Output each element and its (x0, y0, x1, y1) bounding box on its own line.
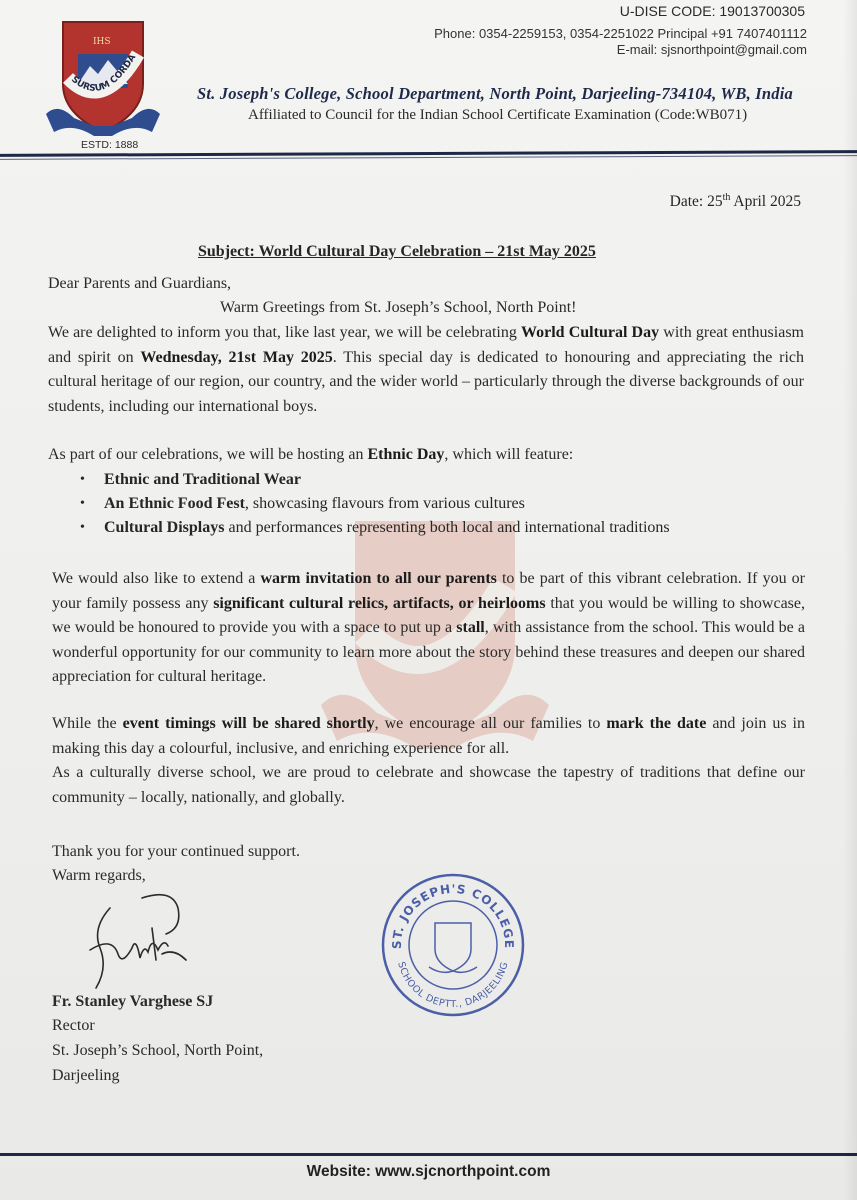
greeting: Warm Greetings from St. Joseph’s School, North Point! (220, 299, 577, 316)
logo-shield-text: IHS (93, 37, 111, 47)
thanks-line: Thank you for your continued support. (52, 843, 300, 860)
school-name: St. Joseph's College, School Department, North Point, Darjeeling-734104, WB, India (197, 84, 793, 103)
udise-code: U-DISE CODE: 19013700305 (619, 3, 805, 19)
signatory-city: Darjeeling (52, 1067, 120, 1084)
website-footer: Website: www.sjcnorthpoint.com (306, 1163, 551, 1180)
paragraph-event-timings: While the event timings will be shared shortly, we encourage all our families to mark the date and join us in making this day a colourful, inclusive, and enriching experience for all. (52, 715, 806, 757)
paragraph-ethnic-day: As part of our celebrations, we will be hosting an Ethnic Day, which will feature: (48, 446, 574, 463)
paragraph-invitation: We would also like to extend a warm invitation to all our parents to be part of this vibrant celebration. If you or your family possess any significant cultural relics, artifacts, or heirlooms that you would be willing to showcase, we would be honoured to provide you with a space to put up a stall, with assistance from the school. This would be a wonderful opportunity for our community to learn more about the story behind these treasures and deepen our shared appreciation for cultural heritage. (52, 570, 806, 685)
list-item: • Cultural Displays and performances representing both local and international traditions (80, 516, 670, 540)
logo-banner-text: SURSUM CORDA (69, 52, 139, 94)
list-item: • An Ethnic Food Fest, showcasing flavours from various cultures (80, 492, 670, 516)
footer-rule (0, 1153, 857, 1156)
handwritten-signature (82, 888, 202, 998)
feature-list (80, 468, 670, 540)
regards-line: Warm regards, (52, 867, 146, 884)
signatory-name: Fr. Stanley Varghese SJ (52, 993, 214, 1010)
affiliation-line: Affiliated to Council for the Indian School Certificate Examination (Code:WB071) (248, 107, 748, 123)
page-edge-shadow (843, 0, 857, 1200)
seal-bottom-text: SCHOOL DEPTT., DARJEELING (395, 960, 511, 1011)
list-item: • Ethnic and Traditional Wear (80, 468, 670, 492)
letter-subject: Subject: World Cultural Day Celebration – 21st May 2025 (198, 243, 596, 260)
school-crest-logo (38, 14, 168, 144)
signatory-role: Rector (52, 1017, 95, 1034)
school-seal-stamp (379, 871, 527, 1019)
phone-numbers: Phone: 0354-2259153, 0354-2251022 Principal +91 7407401112 (434, 26, 807, 41)
letter-date: Date: 25th April 2025 (669, 192, 801, 211)
salutation: Dear Parents and Guardians, (48, 275, 232, 292)
seal-top-text: ST. JOSEPH'S COLLEGE (389, 881, 517, 950)
paragraph-diversity: As a culturally diverse school, we are proud to celebrate and showcase the tapestry of traditions that define our community – locally, nationally, and globally. (52, 764, 805, 806)
email-address: E-mail: sjsnorthpoint@gmail.com (616, 42, 807, 57)
signatory-organisation: St. Joseph’s School, North Point, (52, 1042, 264, 1059)
paragraph-announcement: We are delighted to inform you that, like last year, we will be celebrating World Cultural Day with great enthusiasm and spirit on Wednesday, 21st May 2025. This special day is dedicated to honouring and appreciating the rich cultural heritage of our region, our country, and the wider world – particularly through the diverse backgrounds of our students, including our international boys. (48, 324, 805, 415)
logo-established-text: ESTD: 1888 (81, 139, 139, 151)
